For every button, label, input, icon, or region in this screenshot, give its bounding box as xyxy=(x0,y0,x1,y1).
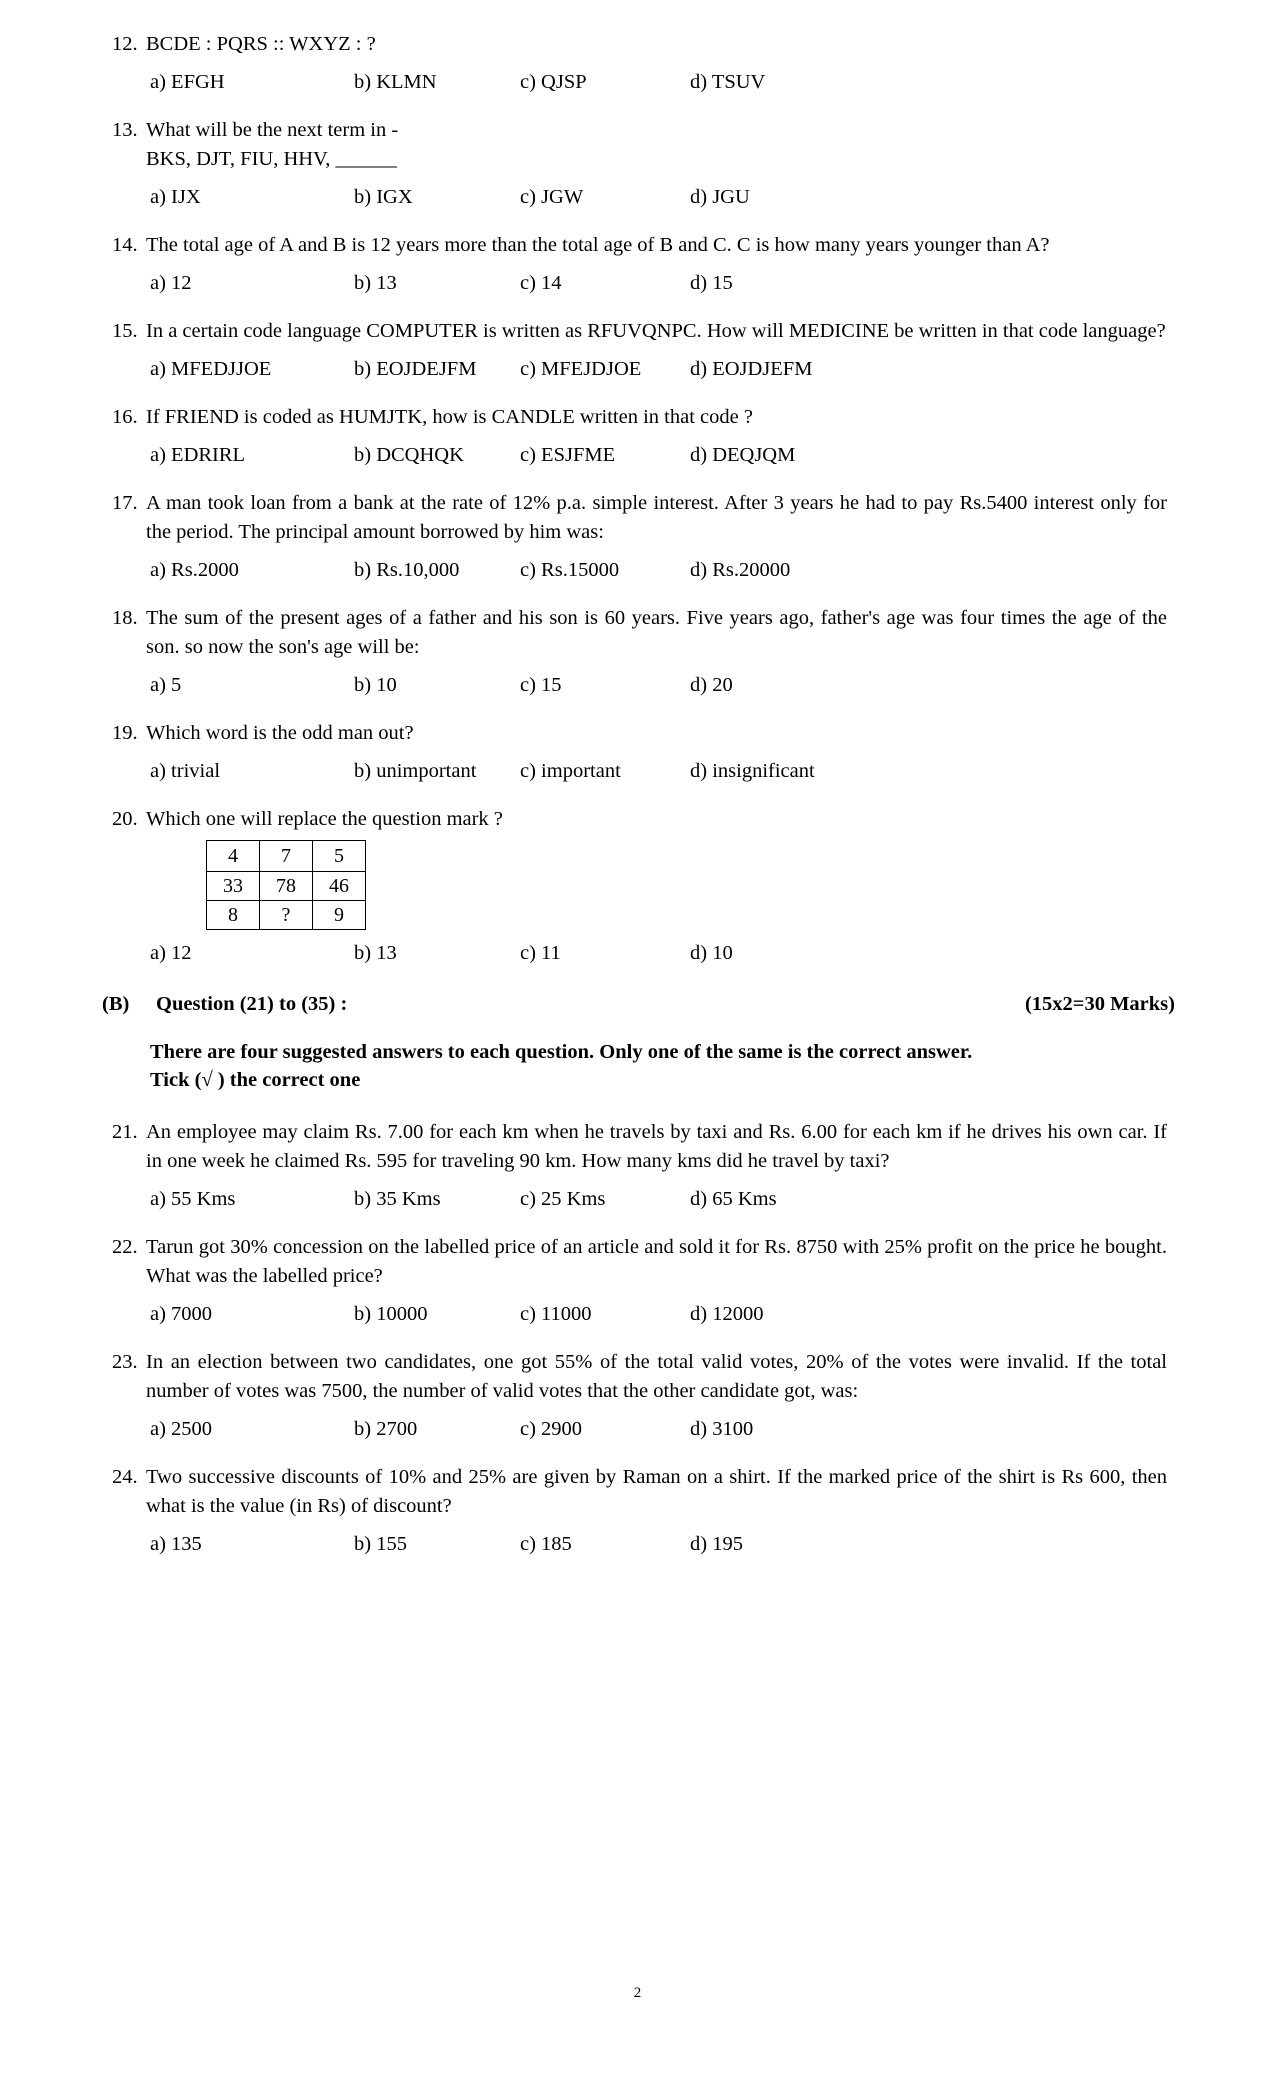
question-text xyxy=(146,1233,1175,1291)
option-a[interactable]: a) 135 xyxy=(150,1533,202,1555)
question-number: 23. xyxy=(112,1351,138,1373)
question-text xyxy=(146,1348,1175,1406)
question-line: What will be the next term in - xyxy=(146,119,399,141)
option-c[interactable]: c) 11 xyxy=(520,942,561,964)
question xyxy=(100,116,1175,174)
option-b[interactable]: b) Rs.10,000 xyxy=(354,559,460,581)
section-b-instruction-line: There are four suggested answers to each question. Only one of the same is the correct answer. xyxy=(150,1041,973,1063)
question-text xyxy=(146,317,1175,346)
option-d[interactable]: d) Rs.20000 xyxy=(690,559,791,581)
section-b-title: Question (21) to (35) : xyxy=(156,993,348,1015)
question-options xyxy=(100,671,1175,699)
option-d[interactable]: d) 195 xyxy=(690,1533,743,1555)
question-options xyxy=(100,68,1175,96)
matrix-row xyxy=(207,841,366,872)
option-a[interactable]: a) trivial xyxy=(150,760,221,782)
option-b[interactable]: b) DCQHQK xyxy=(354,444,464,466)
question xyxy=(100,719,1175,748)
question-text xyxy=(146,30,1175,59)
question-text xyxy=(146,231,1175,260)
question-line: In a certain code language COMPUTER is written as RFUVQNPC. How will MEDICINE be written in that code language? xyxy=(146,320,1166,342)
question-number: 22. xyxy=(112,1236,138,1258)
question-number: 19. xyxy=(112,722,138,744)
option-b[interactable]: b) 10000 xyxy=(354,1303,428,1325)
question-number: 21. xyxy=(112,1121,138,1143)
matrix-cell: 4 xyxy=(207,841,260,872)
option-d[interactable]: d) 12000 xyxy=(690,1303,764,1325)
option-a[interactable]: a) MFEDJJOE xyxy=(150,358,272,380)
matrix-cell: 7 xyxy=(260,841,313,872)
question-number: 16. xyxy=(112,406,138,428)
spacer xyxy=(100,1094,1175,1118)
option-c[interactable]: c) QJSP xyxy=(520,71,587,93)
option-b[interactable]: b) EOJDEJFM xyxy=(354,358,477,380)
option-d[interactable]: d) DEQJQM xyxy=(690,444,796,466)
question-text xyxy=(146,719,1175,748)
question-20-matrix xyxy=(206,840,366,930)
option-a[interactable]: a) 7000 xyxy=(150,1303,213,1325)
question-20-matrix-wrap xyxy=(100,840,1175,930)
question-text xyxy=(146,1463,1175,1521)
question xyxy=(100,317,1175,346)
option-a[interactable]: a) EFGH xyxy=(150,71,225,93)
part-a-questions xyxy=(100,30,1175,785)
option-a[interactable]: a) Rs.2000 xyxy=(150,559,239,581)
question-line: In an election between two candidates, one got 55% of the total valid votes, 20% of the votes were invalid. If the total number of votes was 7500, the number of valid votes that the other candidate got, was: xyxy=(146,1351,1167,1402)
section-b-letter: (B) xyxy=(102,993,130,1015)
option-b[interactable]: b) 2700 xyxy=(354,1418,418,1440)
section-b-instruction-line: Tick (√ ) the correct one xyxy=(150,1069,361,1091)
option-c[interactable]: c) Rs.15000 xyxy=(520,559,620,581)
question-line: BKS, DJT, FIU, HHV, ______ xyxy=(146,148,397,170)
question-options xyxy=(100,1530,1175,1558)
question-text xyxy=(146,604,1175,662)
option-a[interactable]: a) 55 Kms xyxy=(150,1188,236,1210)
option-d[interactable]: d) EOJDJEFM xyxy=(690,358,813,380)
question xyxy=(100,1118,1175,1176)
option-b[interactable]: b) unimportant xyxy=(354,760,477,782)
question-number: 18. xyxy=(112,607,138,629)
question-options xyxy=(100,1415,1175,1443)
option-b[interactable]: b) IGX xyxy=(354,186,413,208)
option-d[interactable]: d) 3100 xyxy=(690,1418,754,1440)
question-20-number: 20. xyxy=(112,808,138,830)
question-line: Which word is the odd man out? xyxy=(146,722,414,744)
matrix-cell: 5 xyxy=(313,841,366,872)
question-options xyxy=(100,269,1175,297)
option-a[interactable]: a) 12 xyxy=(150,942,192,964)
option-d[interactable]: d) JGU xyxy=(690,186,750,208)
matrix-cell: 8 xyxy=(207,901,260,930)
question-20 xyxy=(100,805,1175,834)
question xyxy=(100,489,1175,547)
option-d[interactable]: d) 15 xyxy=(690,272,733,294)
question-20-options xyxy=(100,939,1175,967)
option-a[interactable]: a) IJX xyxy=(150,186,201,208)
question-line: A man took loan from a bank at the rate of 12% p.a. simple interest. After 3 years he had to pay Rs.5400 interest only for the period. The principal amount borrowed by him was: xyxy=(146,492,1167,543)
question xyxy=(100,30,1175,59)
option-d[interactable]: d) 10 xyxy=(690,942,733,964)
matrix-row xyxy=(207,901,366,930)
section-b-instructions xyxy=(100,1038,1175,1094)
option-d[interactable]: d) 20 xyxy=(690,674,733,696)
question-line: The sum of the present ages of a father and his son is 60 years. Five years ago, father's age was four times the age of the son. so now the son's age will be: xyxy=(146,607,1167,658)
question-line: An employee may claim Rs. 7.00 for each km when he travels by taxi and Rs. 6.00 for each km if he drives his own car. If in one week he claimed Rs. 595 for traveling 90 km. How many kms did he travel by taxi? xyxy=(146,1121,1167,1172)
option-a[interactable]: a) 5 xyxy=(150,674,182,696)
option-c[interactable]: c) 185 xyxy=(520,1533,572,1555)
question-number: 24. xyxy=(112,1466,138,1488)
question xyxy=(100,604,1175,662)
question-number: 15. xyxy=(112,320,138,342)
part-b-questions xyxy=(100,1118,1175,1558)
option-b[interactable]: b) 13 xyxy=(354,942,397,964)
option-c[interactable]: c) ESJFME xyxy=(520,444,616,466)
question xyxy=(100,231,1175,260)
question xyxy=(100,1233,1175,1291)
option-b[interactable]: b) 35 Kms xyxy=(354,1188,441,1210)
question-options xyxy=(100,556,1175,584)
option-b[interactable]: b) 155 xyxy=(354,1533,407,1555)
question-number: 17. xyxy=(112,492,138,514)
option-d[interactable]: d) insignificant xyxy=(690,760,815,782)
question-options xyxy=(100,441,1175,469)
option-c[interactable]: c) 25 Kms xyxy=(520,1188,606,1210)
question xyxy=(100,1463,1175,1521)
question-options xyxy=(100,1185,1175,1213)
question-20-text: Which one will replace the question mark ? xyxy=(146,808,503,830)
matrix-cell: 46 xyxy=(313,872,366,901)
question-text xyxy=(146,116,1175,174)
option-b[interactable]: b) 13 xyxy=(354,272,397,294)
option-b[interactable]: b) 10 xyxy=(354,674,397,696)
section-b-header xyxy=(100,993,1175,1016)
question-number: 13. xyxy=(112,119,138,141)
question-line: If FRIEND is coded as HUMJTK, how is CANDLE written in that code ? xyxy=(146,406,753,428)
question-line: Tarun got 30% concession on the labelled price of an article and sold it for Rs. 8750 with 25% profit on the price he bought. What was the labelled price? xyxy=(146,1236,1167,1287)
question-number: 14. xyxy=(112,234,138,256)
option-a[interactable]: a) 12 xyxy=(150,272,192,294)
section-b-marks: (15x2=30 Marks) xyxy=(1024,993,1175,1015)
question xyxy=(100,1348,1175,1406)
question-text xyxy=(146,403,1175,432)
question-text xyxy=(146,1118,1175,1176)
option-a[interactable]: a) 2500 xyxy=(150,1418,213,1440)
question-line: BCDE : PQRS :: WXYZ : ? xyxy=(146,33,376,55)
option-c[interactable]: c) 2900 xyxy=(520,1418,583,1440)
option-c[interactable]: c) JGW xyxy=(520,186,584,208)
question xyxy=(100,403,1175,432)
matrix-row xyxy=(207,872,366,901)
matrix-cell: 33 xyxy=(207,872,260,901)
option-c[interactable]: c) important xyxy=(520,760,621,782)
page-number: 2 xyxy=(633,1985,642,2001)
option-b[interactable]: b) KLMN xyxy=(354,71,437,93)
matrix-cell: ? xyxy=(260,901,313,930)
matrix-cell: 9 xyxy=(313,901,366,930)
option-c[interactable]: c) 11000 xyxy=(520,1303,592,1325)
question-options xyxy=(100,355,1175,383)
option-d[interactable]: d) TSUV xyxy=(690,71,766,93)
option-a[interactable]: a) EDRIRL xyxy=(150,444,246,466)
option-d[interactable]: d) 65 Kms xyxy=(690,1188,777,1210)
question-number: 12. xyxy=(112,33,138,55)
question-line: Two successive discounts of 10% and 25% are given by Raman on a shirt. If the marked price of the shirt is Rs 600, then what is the value (in Rs) of discount? xyxy=(146,1466,1167,1517)
question-line: The total age of A and B is 12 years more than the total age of B and C. C is how many years younger than A? xyxy=(146,234,1050,256)
question-options xyxy=(100,1300,1175,1328)
question-options xyxy=(100,183,1175,211)
option-c[interactable]: c) MFEJDJOE xyxy=(520,358,642,380)
option-c[interactable]: c) 15 xyxy=(520,674,562,696)
question-options xyxy=(100,757,1175,785)
matrix-cell: 78 xyxy=(260,872,313,901)
question-text xyxy=(146,489,1175,547)
option-c[interactable]: c) 14 xyxy=(520,272,562,294)
